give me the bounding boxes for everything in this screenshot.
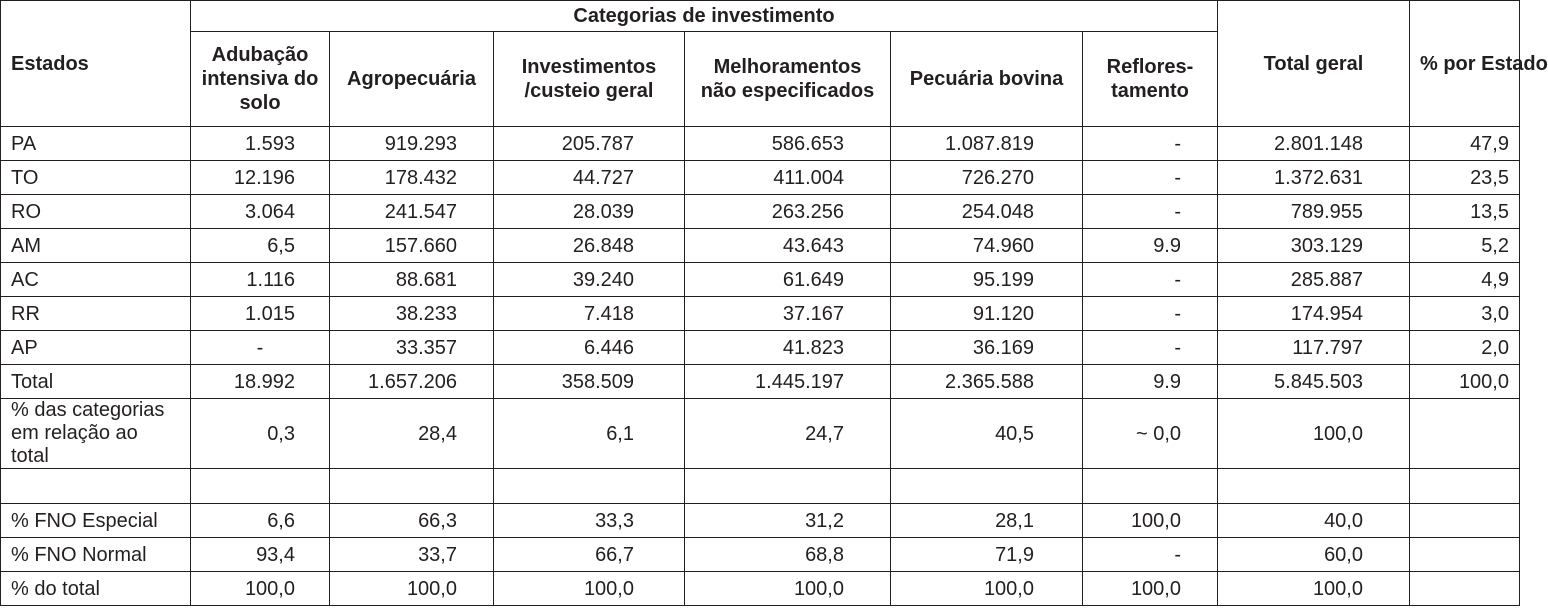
table-cell: - xyxy=(1083,331,1218,365)
table-cell: 18.992 xyxy=(191,365,330,399)
category-column-header: Melhoramentos não especificados xyxy=(685,32,891,127)
table-cell: 66,7 xyxy=(494,538,685,572)
pct-estado-cell: 2,0 xyxy=(1410,331,1520,365)
table-cell: 61.649 xyxy=(685,263,891,297)
table-row xyxy=(1,195,1520,229)
total-geral-cell: 174.954 xyxy=(1218,297,1410,331)
table-row xyxy=(1,504,1520,538)
table-cell: 33,3 xyxy=(494,504,685,538)
table-cell: 95.199 xyxy=(891,263,1083,297)
category-column-header: Agropecuária xyxy=(330,32,494,127)
table-cell: 1.015 xyxy=(191,297,330,331)
pct-estado-cell: 5,2 xyxy=(1410,229,1520,263)
table-cell: 88.681 xyxy=(330,263,494,297)
table-cell: 1.087.819 xyxy=(891,127,1083,161)
table-row xyxy=(1,331,1520,365)
table-cell: 6,5 xyxy=(191,229,330,263)
row-label: RO xyxy=(1,195,191,229)
empty-cell xyxy=(1410,469,1520,504)
row-label: RR xyxy=(1,297,191,331)
table-cell: 31,2 xyxy=(685,504,891,538)
table-cell: 39.240 xyxy=(494,263,685,297)
table-cell: 178.432 xyxy=(330,161,494,195)
table-cell: 9.9 xyxy=(1083,365,1218,399)
table-cell: 7.418 xyxy=(494,297,685,331)
pct-estado-cell: 100,0 xyxy=(1410,365,1520,399)
table-cell: 28.039 xyxy=(494,195,685,229)
total-geral-cell: 117.797 xyxy=(1218,331,1410,365)
empty-cell xyxy=(891,469,1083,504)
empty-cell xyxy=(191,469,330,504)
table-cell: 26.848 xyxy=(494,229,685,263)
empty-cell xyxy=(1083,469,1218,504)
row-label: AM xyxy=(1,229,191,263)
table-cell: 100,0 xyxy=(1083,572,1218,606)
table-row xyxy=(1,229,1520,263)
category-column-header: Pecuária bovina xyxy=(891,32,1083,127)
total-geral-cell: 40,0 xyxy=(1218,504,1410,538)
table-cell: 1.657.206 xyxy=(330,365,494,399)
table-row xyxy=(1,538,1520,572)
table-cell: 28,1 xyxy=(891,504,1083,538)
table-cell: 33.357 xyxy=(330,331,494,365)
table-cell: 1.593 xyxy=(191,127,330,161)
row-label: % das categorias em relação ao total xyxy=(1,399,191,469)
pct-estado-cell: 47,9 xyxy=(1410,127,1520,161)
table-cell: 100,0 xyxy=(330,572,494,606)
categories-group-header: Categorias de investimento xyxy=(191,1,1218,32)
table-cell: 586.653 xyxy=(685,127,891,161)
empty-cell xyxy=(330,469,494,504)
table-cell: - xyxy=(1083,195,1218,229)
table-cell: 1.116 xyxy=(191,263,330,297)
pct-estado-cell xyxy=(1410,538,1520,572)
table-cell: 358.509 xyxy=(494,365,685,399)
table-cell: 36.169 xyxy=(891,331,1083,365)
total-geral-cell: 1.372.631 xyxy=(1218,161,1410,195)
category-column-header: Reflores-tamento xyxy=(1083,32,1218,127)
table-row xyxy=(1,365,1520,399)
table-cell: 38.233 xyxy=(330,297,494,331)
table-cell: 44.727 xyxy=(494,161,685,195)
total-geral-cell: 2.801.148 xyxy=(1218,127,1410,161)
row-label: TO xyxy=(1,161,191,195)
table-cell: 41.823 xyxy=(685,331,891,365)
pct-estado-cell: 4,9 xyxy=(1410,263,1520,297)
total-geral-cell: 5.845.503 xyxy=(1218,365,1410,399)
table-cell: ~ 0,0 xyxy=(1083,399,1218,469)
table-cell: 100,0 xyxy=(494,572,685,606)
table-cell: 9.9 xyxy=(1083,229,1218,263)
table-cell: - xyxy=(1083,161,1218,195)
table-cell: 0,3 xyxy=(191,399,330,469)
table-row xyxy=(1,263,1520,297)
total-geral-cell: 60,0 xyxy=(1218,538,1410,572)
table-cell: 726.270 xyxy=(891,161,1083,195)
table-row xyxy=(1,572,1520,606)
pct-estado-cell xyxy=(1410,504,1520,538)
pct-estado-cell xyxy=(1410,572,1520,606)
table-cell: 6.446 xyxy=(494,331,685,365)
table-cell: 100,0 xyxy=(1083,504,1218,538)
spacer-row xyxy=(1,469,1520,504)
table-row xyxy=(1,297,1520,331)
table-cell: 254.048 xyxy=(891,195,1083,229)
table-cell: 40,5 xyxy=(891,399,1083,469)
total-geral-cell: 285.887 xyxy=(1218,263,1410,297)
table-row xyxy=(1,127,1520,161)
total-geral-cell: 789.955 xyxy=(1218,195,1410,229)
table-cell: 33,7 xyxy=(330,538,494,572)
table-cell: 43.643 xyxy=(685,229,891,263)
table-cell: 24,7 xyxy=(685,399,891,469)
category-column-header: Investimentos /custeio geral xyxy=(494,32,685,127)
table-cell: 2.365.588 xyxy=(891,365,1083,399)
total-geral-cell: 100,0 xyxy=(1218,399,1410,469)
table-cell: 28,4 xyxy=(330,399,494,469)
table-cell: 91.120 xyxy=(891,297,1083,331)
row-label: % FNO Normal xyxy=(1,538,191,572)
table-cell: - xyxy=(1083,127,1218,161)
estados-header: Estados xyxy=(1,1,191,127)
table-cell: 241.547 xyxy=(330,195,494,229)
table-cell: 37.167 xyxy=(685,297,891,331)
row-label: % FNO Especial xyxy=(1,504,191,538)
table-cell: 3.064 xyxy=(191,195,330,229)
pct-estado-header: % por Estado xyxy=(1410,1,1520,127)
empty-cell xyxy=(1,469,191,504)
table-cell: - xyxy=(1083,297,1218,331)
table-cell: - xyxy=(191,331,330,365)
table-cell: 100,0 xyxy=(191,572,330,606)
empty-cell xyxy=(494,469,685,504)
table-cell: 157.660 xyxy=(330,229,494,263)
table-cell: 6,6 xyxy=(191,504,330,538)
table-cell: 919.293 xyxy=(330,127,494,161)
table-cell: - xyxy=(1083,263,1218,297)
table-cell: 74.960 xyxy=(891,229,1083,263)
table-cell: 71,9 xyxy=(891,538,1083,572)
pct-estado-cell xyxy=(1410,399,1520,469)
table-cell: 100,0 xyxy=(891,572,1083,606)
total-geral-cell: 303.129 xyxy=(1218,229,1410,263)
total-geral-cell: 100,0 xyxy=(1218,572,1410,606)
row-label: % do total xyxy=(1,572,191,606)
pct-estado-cell: 3,0 xyxy=(1410,297,1520,331)
table-cell: 1.445.197 xyxy=(685,365,891,399)
table-row xyxy=(1,399,1520,469)
empty-cell xyxy=(1218,469,1410,504)
table-cell: 93,4 xyxy=(191,538,330,572)
table-cell: 411.004 xyxy=(685,161,891,195)
category-column-header: Adubação intensiva do solo xyxy=(191,32,330,127)
table-cell: 68,8 xyxy=(685,538,891,572)
row-label: PA xyxy=(1,127,191,161)
table-cell: 205.787 xyxy=(494,127,685,161)
table-cell: - xyxy=(1083,538,1218,572)
row-label: AC xyxy=(1,263,191,297)
table-row xyxy=(1,161,1520,195)
pct-estado-cell: 23,5 xyxy=(1410,161,1520,195)
table-cell: 66,3 xyxy=(330,504,494,538)
pct-estado-cell: 13,5 xyxy=(1410,195,1520,229)
table-cell: 12.196 xyxy=(191,161,330,195)
table-cell: 6,1 xyxy=(494,399,685,469)
row-label: Total xyxy=(1,365,191,399)
table-cell: 100,0 xyxy=(685,572,891,606)
table-cell: 263.256 xyxy=(685,195,891,229)
row-label: AP xyxy=(1,331,191,365)
empty-cell xyxy=(685,469,891,504)
total-geral-header: Total geral xyxy=(1218,1,1410,127)
